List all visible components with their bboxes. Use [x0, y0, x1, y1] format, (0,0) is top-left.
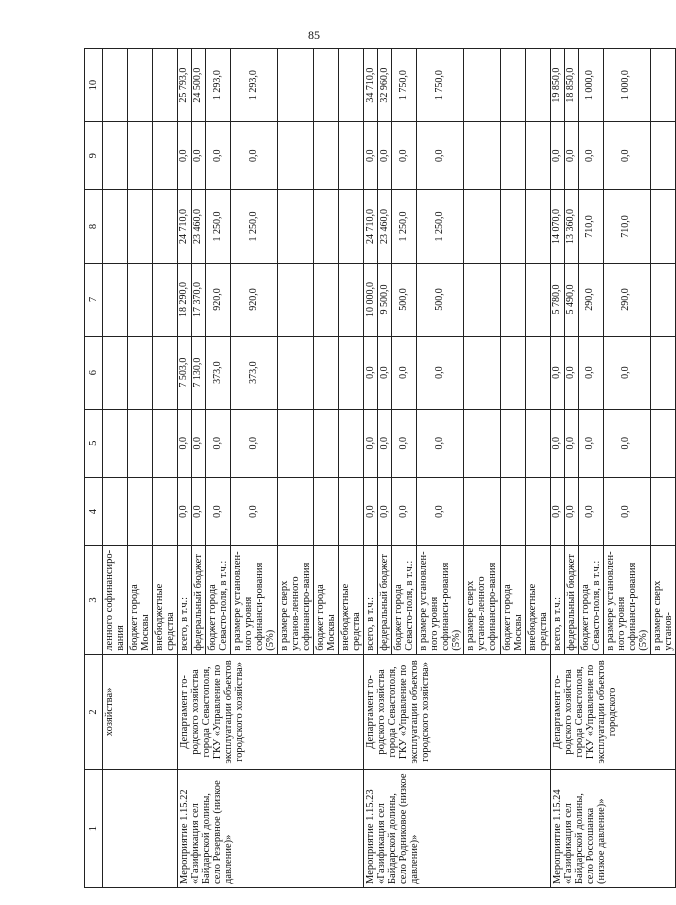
value-cell: 0,0	[364, 477, 378, 545]
value-cell	[103, 49, 128, 122]
value-cell: 10 000,0	[364, 263, 378, 336]
column-header: 10	[85, 49, 103, 122]
value-cell	[500, 49, 525, 122]
value-cell	[103, 409, 128, 477]
value-cell	[153, 263, 178, 336]
value-cell: 1 250,0	[206, 190, 231, 263]
value-cell	[464, 122, 500, 190]
value-cell	[128, 336, 153, 409]
value-cell: 373,0	[231, 336, 278, 409]
value-cell: 0,0	[206, 409, 231, 477]
value-cell: 0,0	[231, 409, 278, 477]
value-cell	[525, 190, 550, 263]
value-cell	[314, 190, 339, 263]
value-cell: 0,0	[192, 122, 206, 190]
funding-source-cell: федеральный бюджет	[378, 546, 392, 654]
value-cell: 0,0	[364, 409, 378, 477]
value-cell: 1 750,0	[392, 49, 417, 122]
table-row	[178, 49, 192, 888]
value-cell: 0,0	[392, 122, 417, 190]
measure-title-cell: Мероприятие 1.15.23 «Газификация сел Байдарской долины, село Родниковое (низкое давление)»	[364, 770, 550, 888]
value-cell	[103, 122, 128, 190]
value-cell	[278, 263, 314, 336]
value-cell: 5 490,0	[564, 263, 578, 336]
value-cell	[103, 336, 128, 409]
value-cell: 24 710,0	[178, 190, 192, 263]
budget-table	[84, 48, 676, 888]
table-row	[364, 49, 378, 888]
value-cell: 0,0	[206, 122, 231, 190]
value-cell: 373,0	[206, 336, 231, 409]
measure-title-cell: Мероприятие 1.15.22 «Газификация сел Байдарской долины, село Резервное (низкое давление)»	[178, 770, 364, 888]
value-cell: 0,0	[378, 122, 392, 190]
header-row	[85, 49, 103, 888]
value-cell: 0,0	[550, 477, 564, 545]
value-cell: 0,0	[378, 477, 392, 545]
value-cell: 1 250,0	[417, 190, 464, 263]
measure-cell	[103, 770, 178, 888]
value-cell: 0,0	[378, 336, 392, 409]
value-cell	[650, 263, 675, 336]
value-cell: 0,0	[206, 477, 231, 545]
column-header: 6	[85, 336, 103, 409]
value-cell: 0,0	[178, 122, 192, 190]
value-cell	[278, 477, 314, 545]
value-cell	[650, 336, 675, 409]
value-cell	[525, 336, 550, 409]
value-cell	[500, 263, 525, 336]
value-cell: 18 290,0	[178, 263, 192, 336]
value-cell	[128, 190, 153, 263]
value-cell: 0,0	[178, 409, 192, 477]
value-cell	[103, 190, 128, 263]
value-cell: 0,0	[364, 336, 378, 409]
value-cell	[339, 477, 364, 545]
funding-source-cell: всего, в т.ч.:	[550, 546, 564, 654]
value-cell	[339, 49, 364, 122]
value-cell	[525, 122, 550, 190]
executor-cell: Департамент го-родского хозяйства города Севастополя, ГКУ «Управление по эксплуатации объектов городского хозяйства»	[364, 654, 550, 769]
funding-source-cell: в размере установлен-ного уровня софинанси-рования (5%)	[417, 546, 464, 654]
value-cell	[278, 49, 314, 122]
funding-source-cell: ленного софинансиро-вания	[103, 546, 128, 654]
value-cell: 0,0	[392, 477, 417, 545]
funding-source-cell: внебюджетные средства	[525, 546, 550, 654]
value-cell	[500, 122, 525, 190]
value-cell	[464, 409, 500, 477]
value-cell: 24 710,0	[364, 190, 378, 263]
table-row	[550, 49, 564, 888]
funding-source-cell: бюджет города Севасто-поля, в т.ч.:	[392, 546, 417, 654]
value-cell	[500, 190, 525, 263]
value-cell	[650, 122, 675, 190]
value-cell: 24 500,0	[192, 49, 206, 122]
value-cell: 1 293,0	[206, 49, 231, 122]
value-cell	[278, 336, 314, 409]
funding-source-cell: всего, в т.ч.:	[364, 546, 378, 654]
column-header: 8	[85, 190, 103, 263]
funding-source-cell: в размере сверх установ-	[650, 546, 675, 654]
value-cell: 290,0	[603, 263, 650, 336]
value-cell: 13 360,0	[564, 190, 578, 263]
value-cell: 0,0	[578, 477, 603, 545]
value-cell: 920,0	[231, 263, 278, 336]
value-cell	[650, 409, 675, 477]
value-cell	[339, 263, 364, 336]
column-header: 1	[85, 770, 103, 888]
value-cell	[650, 49, 675, 122]
value-cell: 290,0	[578, 263, 603, 336]
value-cell: 500,0	[417, 263, 464, 336]
value-cell	[278, 190, 314, 263]
value-cell	[500, 477, 525, 545]
value-cell	[464, 477, 500, 545]
value-cell	[314, 122, 339, 190]
value-cell	[153, 477, 178, 545]
value-cell: 7 130,0	[192, 336, 206, 409]
value-cell: 0,0	[578, 122, 603, 190]
funding-source-cell: всего, в т.ч.:	[178, 546, 192, 654]
funding-source-cell: федеральный бюджет	[192, 546, 206, 654]
value-cell	[525, 477, 550, 545]
value-cell: 0,0	[192, 409, 206, 477]
value-cell: 32 960,0	[378, 49, 392, 122]
executor-cell: Департамент го-родского хозяйства города Севастополя, ГКУ «Управление по эксплуатации объектов городского хозяйства»	[178, 654, 364, 769]
value-cell	[339, 122, 364, 190]
value-cell: 0,0	[550, 336, 564, 409]
value-cell: 0,0	[603, 409, 650, 477]
value-cell	[314, 49, 339, 122]
value-cell	[464, 190, 500, 263]
value-cell: 23 460,0	[378, 190, 392, 263]
funding-source-cell: внебюджетные средства	[153, 546, 178, 654]
value-cell	[314, 263, 339, 336]
value-cell: 0,0	[564, 336, 578, 409]
value-cell: 23 460,0	[192, 190, 206, 263]
rotated-table-container	[84, 48, 674, 888]
funding-source-cell: в размере установлен-ного уровня софинанси-рования (5%)	[231, 546, 278, 654]
value-cell	[500, 336, 525, 409]
funding-source-cell: в размере сверх установ-ленного софинансиро-вания	[464, 546, 500, 654]
value-cell: 0,0	[603, 477, 650, 545]
executor-cell: хозяйства»	[103, 654, 178, 769]
value-cell	[314, 409, 339, 477]
value-cell: 1 250,0	[231, 190, 278, 263]
value-cell: 34 710,0	[364, 49, 378, 122]
value-cell	[464, 336, 500, 409]
value-cell: 710,0	[603, 190, 650, 263]
funding-source-cell: внебюджетные средства	[339, 546, 364, 654]
value-cell: 500,0	[392, 263, 417, 336]
funding-source-cell: в размере сверх установ-ленного софинансиро-вания	[278, 546, 314, 654]
value-cell	[128, 263, 153, 336]
value-cell	[128, 122, 153, 190]
funding-source-cell: бюджет города Севасто-поля, в т.ч.:	[206, 546, 231, 654]
value-cell: 0,0	[564, 122, 578, 190]
funding-source-cell: бюджет города Севасто-поля, в т.ч.:	[578, 546, 603, 654]
value-cell: 0,0	[603, 336, 650, 409]
value-cell	[103, 477, 128, 545]
value-cell: 1 000,0	[603, 49, 650, 122]
value-cell	[128, 409, 153, 477]
page-number: 85	[308, 28, 320, 42]
value-cell	[153, 336, 178, 409]
value-cell: 1 293,0	[231, 49, 278, 122]
value-cell: 0,0	[178, 477, 192, 545]
executor-cell: Департамент го-родского хозяйства города Севастополя, ГКУ «Управление по эксплуатации объектов городского	[550, 654, 675, 769]
value-cell: 0,0	[392, 409, 417, 477]
value-cell: 17 370,0	[192, 263, 206, 336]
value-cell: 0,0	[603, 122, 650, 190]
value-cell: 0,0	[417, 336, 464, 409]
value-cell: 0,0	[364, 122, 378, 190]
value-cell	[314, 477, 339, 545]
value-cell	[103, 263, 128, 336]
value-cell: 25 793,0	[178, 49, 192, 122]
value-cell	[464, 263, 500, 336]
value-cell: 0,0	[378, 409, 392, 477]
value-cell	[525, 409, 550, 477]
value-cell	[153, 190, 178, 263]
table-body	[85, 49, 676, 888]
value-cell: 0,0	[578, 336, 603, 409]
value-cell: 18 850,0	[564, 49, 578, 122]
value-cell: 5 780,0	[550, 263, 564, 336]
value-cell	[464, 49, 500, 122]
value-cell: 9 500,0	[378, 263, 392, 336]
column-header: 5	[85, 409, 103, 477]
column-header: 2	[85, 654, 103, 769]
value-cell: 0,0	[231, 122, 278, 190]
column-header: 3	[85, 546, 103, 654]
value-cell	[153, 122, 178, 190]
value-cell	[339, 409, 364, 477]
value-cell: 1 000,0	[578, 49, 603, 122]
funding-source-cell: в размере установлен-ного уровня софинанси-рования (5%)	[603, 546, 650, 654]
value-cell: 0,0	[564, 477, 578, 545]
value-cell: 710,0	[578, 190, 603, 263]
table-row	[103, 49, 128, 888]
funding-source-cell: бюджет города Москвы	[314, 546, 339, 654]
value-cell	[153, 49, 178, 122]
value-cell: 1 750,0	[417, 49, 464, 122]
value-cell: 0,0	[578, 409, 603, 477]
value-cell: 14 070,0	[550, 190, 564, 263]
value-cell	[339, 336, 364, 409]
value-cell: 0,0	[192, 477, 206, 545]
value-cell	[500, 409, 525, 477]
value-cell	[278, 122, 314, 190]
value-cell	[278, 409, 314, 477]
measure-title-cell: Мероприятие 1.15.24 «Газификация сел Байдарской долины, село Россошанка (низкое давление)»	[550, 770, 675, 888]
funding-source-cell: федеральный бюджет	[564, 546, 578, 654]
column-header: 7	[85, 263, 103, 336]
value-cell: 0,0	[417, 409, 464, 477]
funding-source-cell: бюджет города Москвы	[128, 546, 153, 654]
column-header: 9	[85, 122, 103, 190]
value-cell	[650, 477, 675, 545]
value-cell: 1 250,0	[392, 190, 417, 263]
value-cell	[650, 190, 675, 263]
value-cell: 0,0	[231, 477, 278, 545]
funding-source-cell: бюджет города Москвы	[500, 546, 525, 654]
value-cell: 0,0	[392, 336, 417, 409]
value-cell	[153, 409, 178, 477]
value-cell: 0,0	[564, 409, 578, 477]
value-cell	[314, 336, 339, 409]
value-cell: 0,0	[550, 409, 564, 477]
value-cell	[128, 477, 153, 545]
value-cell: 920,0	[206, 263, 231, 336]
value-cell: 0,0	[417, 477, 464, 545]
value-cell: 0,0	[550, 122, 564, 190]
value-cell: 19 850,0	[550, 49, 564, 122]
value-cell	[525, 263, 550, 336]
value-cell	[128, 49, 153, 122]
value-cell: 7 503,0	[178, 336, 192, 409]
value-cell	[525, 49, 550, 122]
column-header: 4	[85, 477, 103, 545]
value-cell	[339, 190, 364, 263]
value-cell: 0,0	[417, 122, 464, 190]
